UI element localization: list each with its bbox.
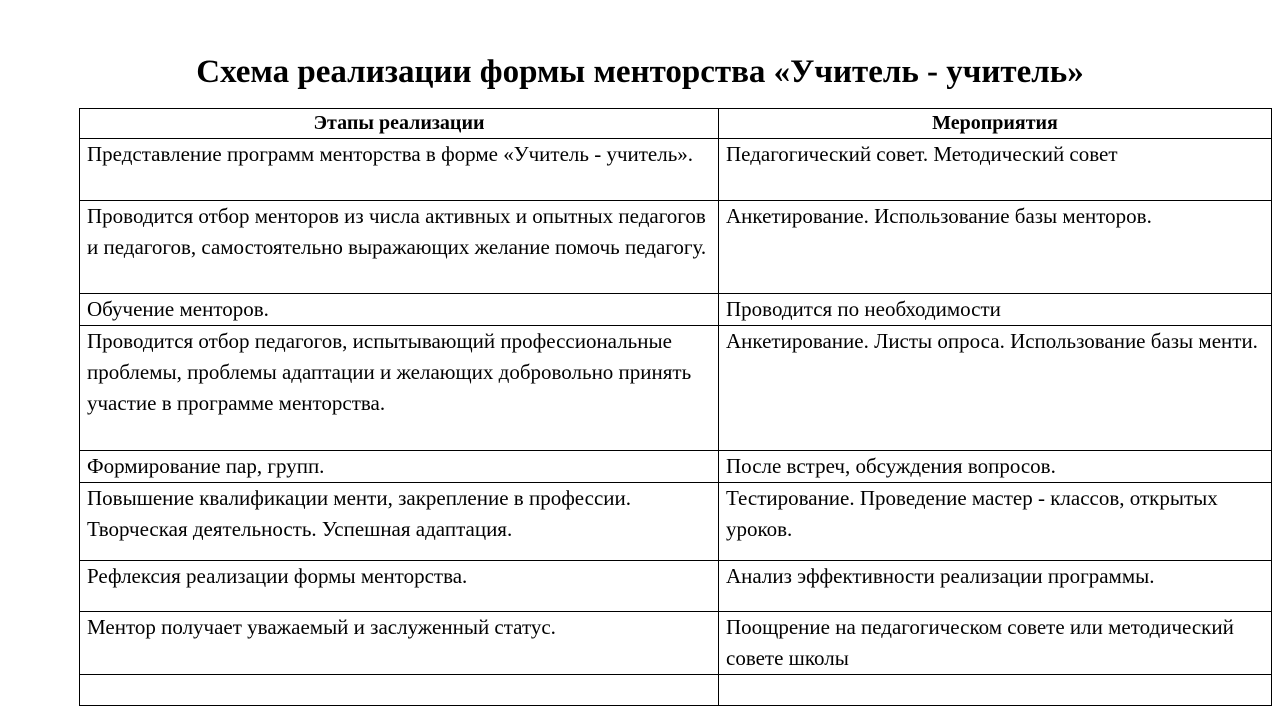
stage-cell: Представление программ менторства в форме «Учитель - учитель». — [80, 139, 719, 201]
stage-cell: Ментор получает уважаемый и заслуженный статус. — [80, 612, 719, 675]
table-row-empty — [80, 675, 1272, 706]
activity-cell: Проводится по необходимости — [719, 294, 1272, 326]
stage-cell: Обучение менторов. — [80, 294, 719, 326]
activity-cell: Анкетирование. Использование базы менторов. — [719, 201, 1272, 294]
stage-cell — [80, 675, 719, 706]
table-header-row — [80, 109, 1272, 139]
table-row — [80, 326, 1272, 451]
table-row — [80, 561, 1272, 612]
stage-cell: Формирование пар, групп. — [80, 451, 719, 483]
activity-cell: Анализ эффективности реализации программы. — [719, 561, 1272, 612]
header-activities: Мероприятия — [719, 109, 1272, 139]
header-stages: Этапы реализации — [80, 109, 719, 139]
activity-cell: Педагогический совет. Методический совет — [719, 139, 1272, 201]
stage-cell: Проводится отбор педагогов, испытывающий профессиональные проблемы, проблемы адаптации и желающих добровольно принять участие в программе менторства. — [80, 326, 719, 451]
stage-cell: Повышение квалификации менти, закрепление в профессии. Творческая деятельность. Успешная адаптация. — [80, 483, 719, 561]
mentoring-stages-table — [79, 108, 1272, 706]
table-row — [80, 139, 1272, 201]
table-row — [80, 451, 1272, 483]
activity-cell: Тестирование. Проведение мастер - классов, открытых уроков. — [719, 483, 1272, 561]
activity-cell — [719, 675, 1272, 706]
page-title: Схема реализации формы менторства «Учитель - учитель» — [196, 54, 1084, 90]
activity-cell: Анкетирование. Листы опроса. Использование базы менти. — [719, 326, 1272, 451]
stage-cell: Проводится отбор менторов из числа активных и опытных педагогов и педагогов, самостоятельно выражающих желание помочь педагогу. — [80, 201, 719, 294]
activity-cell: Поощрение на педагогическом совете или методический совете школы — [719, 612, 1272, 675]
activity-cell: После встреч, обсуждения вопросов. — [719, 451, 1272, 483]
table-row — [80, 294, 1272, 326]
table-row — [80, 201, 1272, 294]
table-row — [80, 483, 1272, 561]
table-row — [80, 612, 1272, 675]
stage-cell: Рефлексия реализации формы менторства. — [80, 561, 719, 612]
